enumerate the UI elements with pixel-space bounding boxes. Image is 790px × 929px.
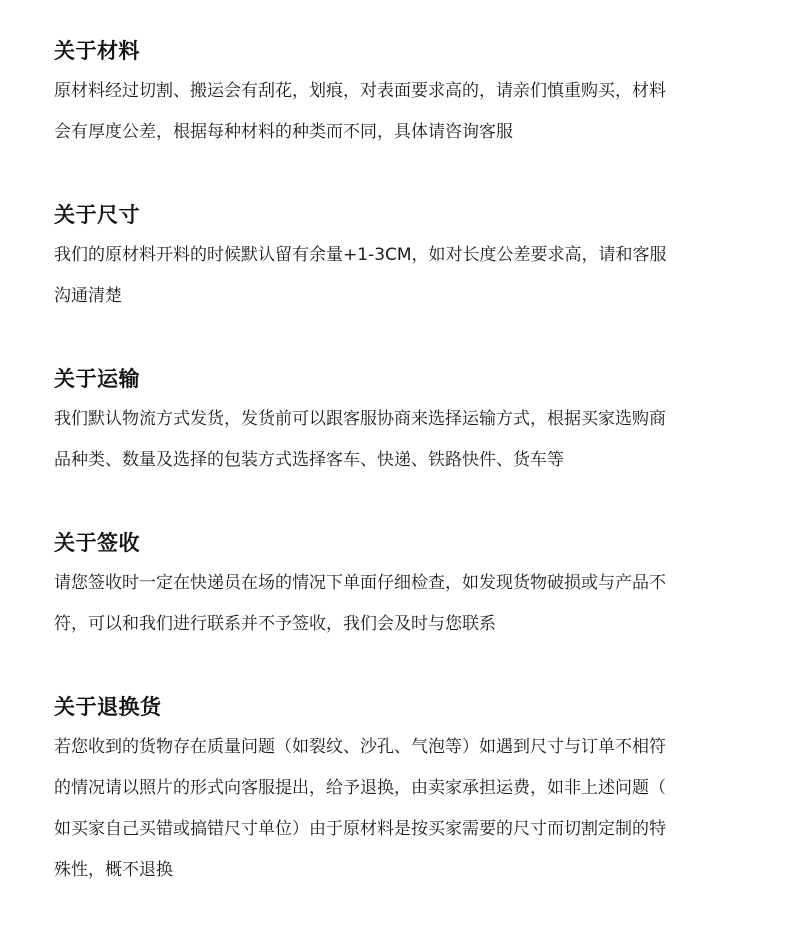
body-line: 品种类、数量及选择的包装方式选择客车、快递、铁路快件、货车等 [54,450,564,470]
section-shipping [54,364,744,481]
body-line: 我们的原材料开料的时候默认留有余量+1-3CM，如对长度公差要求高，请和客服 [54,245,667,265]
section-dimensions [54,200,744,317]
section-title: 关于签收 [54,531,140,555]
body-line: 请您签收时一定在快递员在场的情况下单面仔细检查，如发现货物破损或与产品不 [54,573,666,593]
section-body [54,727,744,891]
section-title: 关于退换货 [54,695,162,719]
section-title: 关于材料 [54,39,140,63]
body-line: 若您收到的货物存在质量问题（如裂纹、沙孔、气泡等）如遇到尺寸与订单不相符 [54,737,666,757]
section-returns [54,692,744,891]
body-line: 我们默认物流方式发货，发货前可以跟客服协商来选择运输方式，根据买家选购商 [54,409,666,429]
section-title: 关于运输 [54,367,140,391]
section-body [54,71,744,153]
body-line: 符，可以和我们进行联系并不予签收，我们会及时与您联系 [54,614,496,634]
section-body [54,563,744,645]
body-line: 沟通清楚 [54,286,122,306]
body-line: 殊性，概不退换 [54,860,173,880]
section-title: 关于尺寸 [54,203,140,227]
section-body [54,399,744,481]
body-line: 的情况请以照片的形式向客服提出，给予退换，由卖家承担运费，如非上述问题（ [54,778,666,798]
body-line: 如买家自己买错或搞错尺寸单位）由于原材料是按买家需要的尺寸而切割定制的特 [54,819,666,839]
section-receipt [54,528,744,645]
section-body [54,235,744,317]
section-materials [54,36,744,153]
body-line: 会有厚度公差，根据每种材料的种类而不同，具体请咨询客服 [54,122,513,142]
body-line: 原材料经过切割、搬运会有刮花，划痕，对表面要求高的，请亲们慎重购买，材料 [54,81,666,101]
